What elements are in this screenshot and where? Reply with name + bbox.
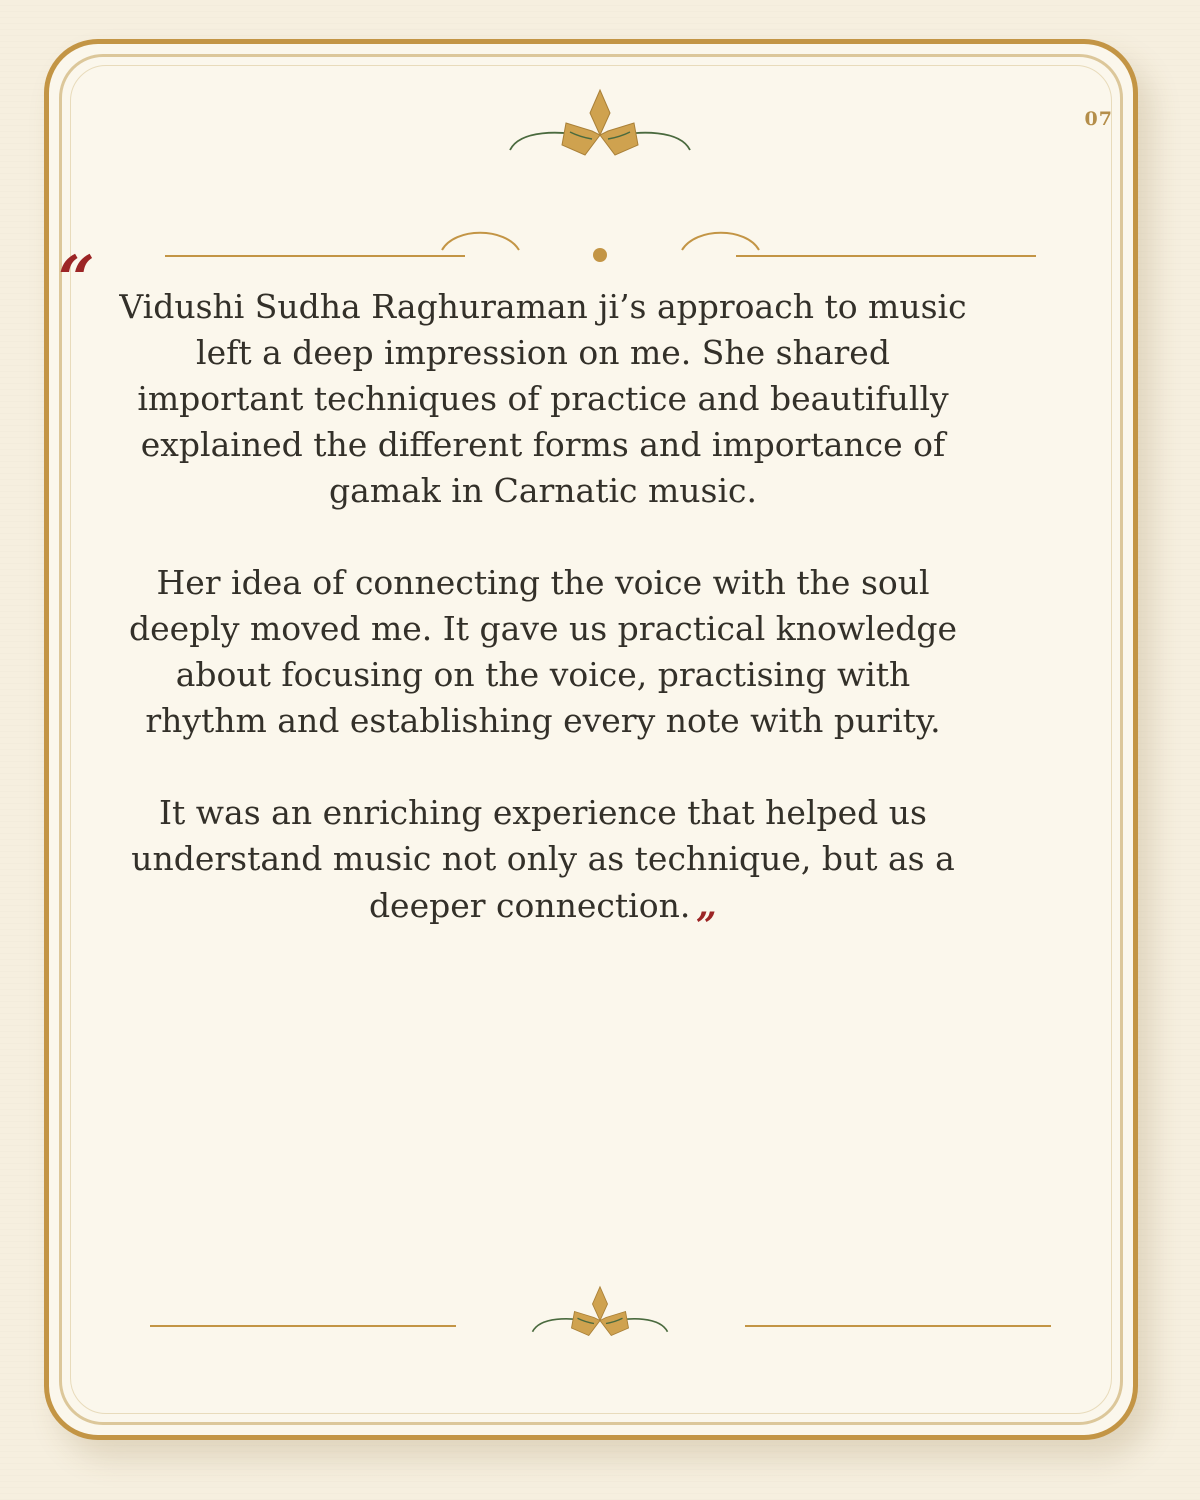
lotus-ornament-icon [500, 85, 700, 165]
lotus-ornament-icon [533, 1287, 668, 1336]
quote-paragraph-3 [112, 790, 974, 929]
open-quote-mark: “ [58, 242, 95, 317]
bottom-divider-icon [150, 1280, 1052, 1350]
quote-body [112, 284, 974, 975]
close-quote-mark: „ [696, 884, 718, 926]
page-number: 07 [1084, 108, 1113, 130]
quote-paragraph-1: Vidushi Sudha Raghuraman ji’s approach to music left a deep impression on me. She shared important techniques of practice and beautifully explained the different forms and importance of gamak in Carnatic music. [119, 287, 967, 510]
scroll-divider-icon [165, 225, 1037, 270]
quote-paragraph-3-text: It was an enriching experience that helped us understand music not only as technique, but as a deeper connection. [131, 793, 955, 925]
quote-paragraph-2: Her idea of connecting the voice with the soul deeply moved me. It gave us practical knowledge about focusing on the voice, practising with rhythm and establishing every note with purity. [129, 563, 957, 740]
